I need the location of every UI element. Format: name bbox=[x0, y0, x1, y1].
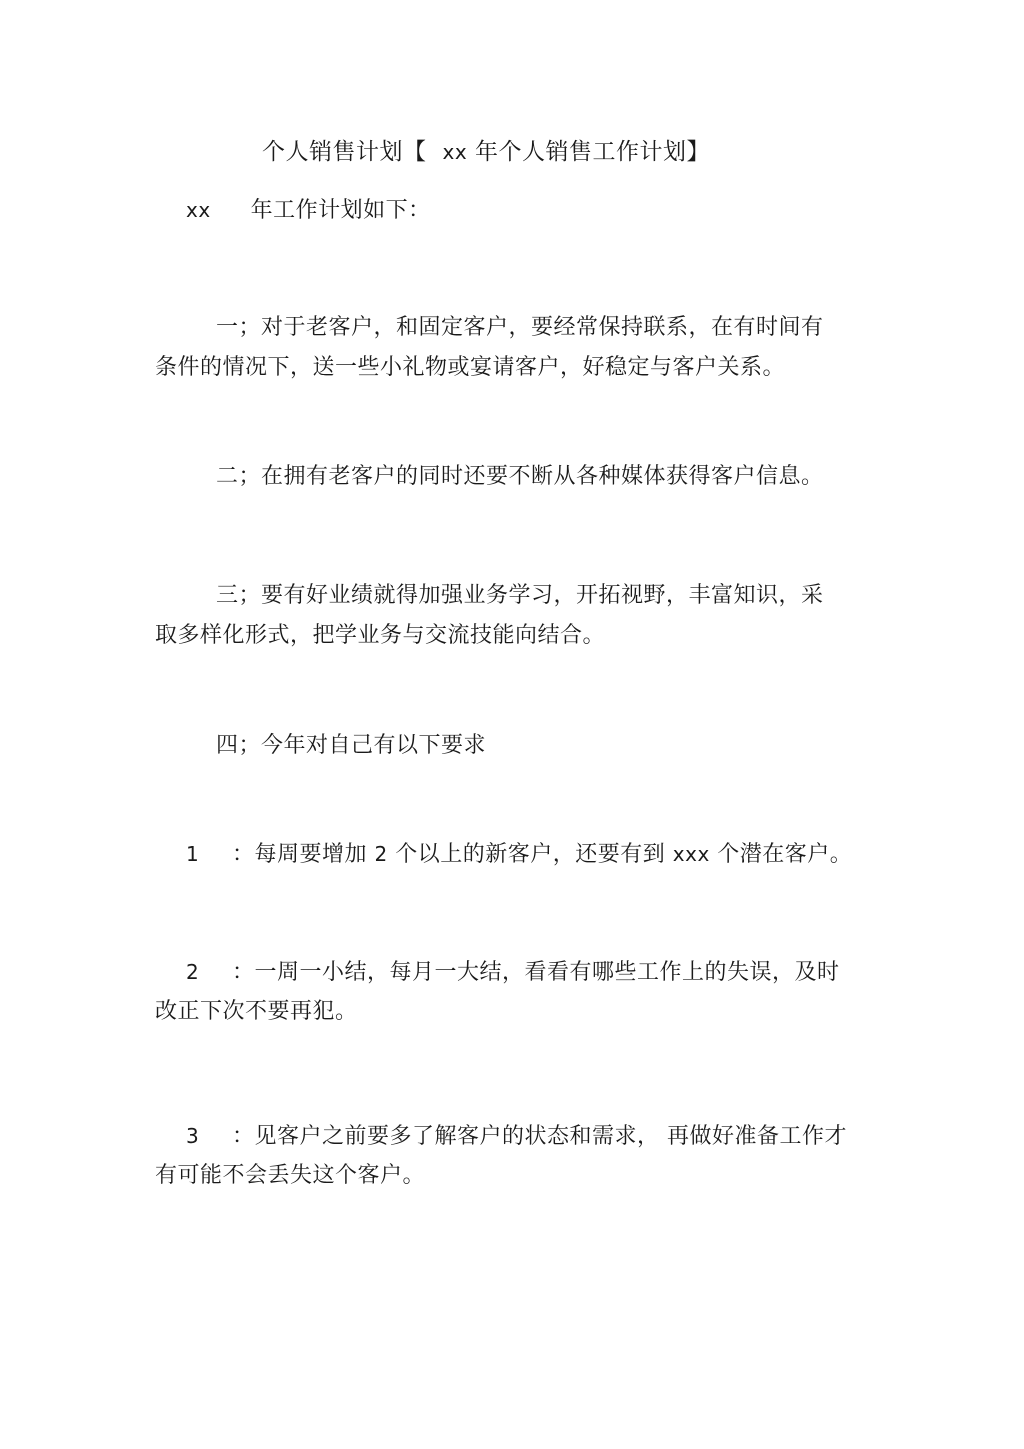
title-year: xx bbox=[442, 140, 468, 164]
item1-text-b: 个以上的新客户，还要有到 bbox=[395, 842, 666, 867]
item1-text-c: 个潜在客户。 bbox=[717, 842, 853, 867]
section1-line1: 一；对于老客户，和固定客户，要经常保持联系，在有时间有 bbox=[216, 315, 824, 340]
item3-number: 3 bbox=[186, 1124, 200, 1148]
item2-text: ：一周一小结，每月一大结，看看有哪些工作上的失误，及时 bbox=[232, 960, 840, 985]
item2-number: 2 bbox=[186, 960, 200, 984]
item3-text-b: 再做好准备工作才 bbox=[667, 1124, 848, 1149]
item3-text-a: ：见客户之前要多了解客户的状态和需求， bbox=[232, 1124, 660, 1149]
title-prefix: 个人销售计划【 bbox=[262, 139, 427, 165]
section3-line2: 取多样化形式，把学业务与交流技能向结合。 bbox=[155, 623, 606, 648]
item3-line2: 有可能不会丢失这个客户。 bbox=[155, 1163, 426, 1188]
item1-line bbox=[186, 839, 852, 870]
item3-line1 bbox=[186, 1121, 847, 1152]
section2-line1: 二；在拥有老客户的同时还要不断从各种媒体获得客户信息。 bbox=[216, 464, 824, 489]
item1-number: 1 bbox=[186, 842, 200, 866]
section3-line1: 三；要有好业绩就得加强业务学习，开拓视野，丰富知识，采 bbox=[216, 583, 824, 608]
item2-line1 bbox=[186, 957, 840, 988]
section4-line1: 四；今年对自己有以下要求 bbox=[216, 733, 487, 758]
title-suffix: 年个人销售工作计划】 bbox=[474, 139, 710, 165]
document-title bbox=[262, 137, 710, 167]
intro-line bbox=[186, 195, 431, 226]
intro-year: xx bbox=[186, 198, 211, 222]
item2-line2: 改正下次不要再犯。 bbox=[155, 999, 358, 1024]
item1-count: 2 bbox=[374, 842, 388, 866]
section1-line2: 条件的情况下，送一些小礼物或宴请客户，好稳定与客户关系。 bbox=[155, 355, 786, 380]
intro-text: 年工作计划如下： bbox=[250, 198, 431, 223]
item1-target: xxx bbox=[672, 842, 710, 866]
item1-text-a: ：每周要增加 bbox=[232, 842, 368, 867]
